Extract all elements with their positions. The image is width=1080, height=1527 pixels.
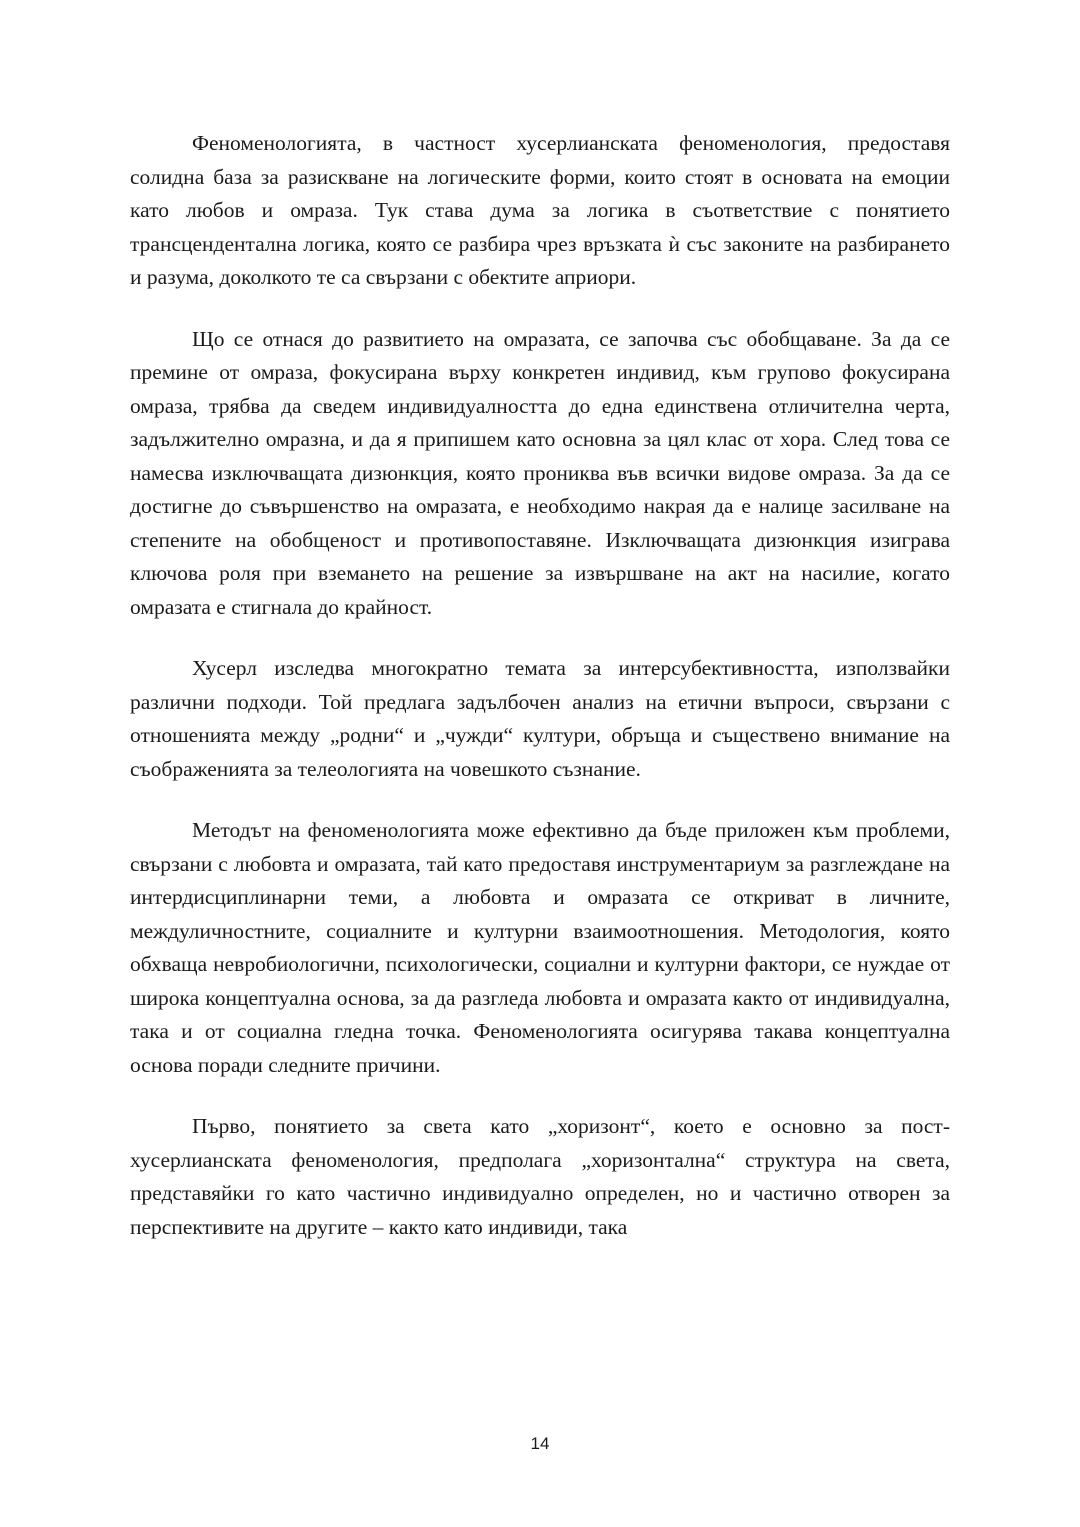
paragraph-4: Методът на феноменологията може ефективно да бъде приложен към проблеми, свързани с любовта и омразата, тай като предоставя инструментариум за разглеждане на интердисциплинарни теми, а любовта и омразата се откриват в личните, междуличностните, социалните и културни взаимоотношения. Методология, която обхваща невробиологични, психологически, социални и културни фактори, се нуждае от широка концептуална основа, за да разгледа любовта и омразата както от индивидуална, така и от социална гледна точка. Феноменологията осигурява такава концептуална основа поради следните причини. [130, 818, 950, 1077]
paragraph-2: Що се отнася до развитието на омразата, се започва със обобщаване. За да се премине от омраза, фокусирана върху конкретен индивид, към групово фокусирана омраза, трябва да сведем индивидуалността до една единствена отличителна черта, задължително омразна, и да я припишем като основна за цял клас от хора. След това се намесва изключващата дизюнкция, която прониква във всички видове омраза. За да се достигне до съвършенство на омразата, е необходимо накрая да е налице засилване на степените на обобщеност и противопоставяне. Изключващата дизюнкция изиграва ключова роля при вземането на решение за извършване на акт на насилие, когато омразата е стигнала до крайност. [130, 326, 950, 619]
paragraph-5: Първо, понятието за света като „хоризонт“, което е основно за пост-хусерлианската феноменология, предполага „хоризонтална“ структура на света, представяйки го като частично индивидуално определен, но и частично отворен за перспективите на другите – както като индивиди, така [130, 1114, 950, 1239]
body-text [130, 127, 950, 1244]
paragraph-1: Феноменологията, в частност хусерлианската феноменология, предоставя солидна база за разискване на логическите форми, които стоят в основата на емоции като любов и омраза. Тук става дума за логика в съответствие с понятието трансцендентална логика, която се разбира чрез връзката ѝ със законите на разбирането и разума, доколкото те са свързани с обектите априори. [130, 131, 950, 289]
page-number: 14 [530, 1434, 550, 1453]
paragraph-3: Хусерл изследва многократно темата за интерсубективността, използвайки различни подходи. Той предлага задълбочен анализ на етични въпроси, свързани с отношенията между „родни“ и „чужди“ култури, обръща и съществено внимание на съображенията за телеологията на човешкото съзнание. [130, 656, 950, 781]
